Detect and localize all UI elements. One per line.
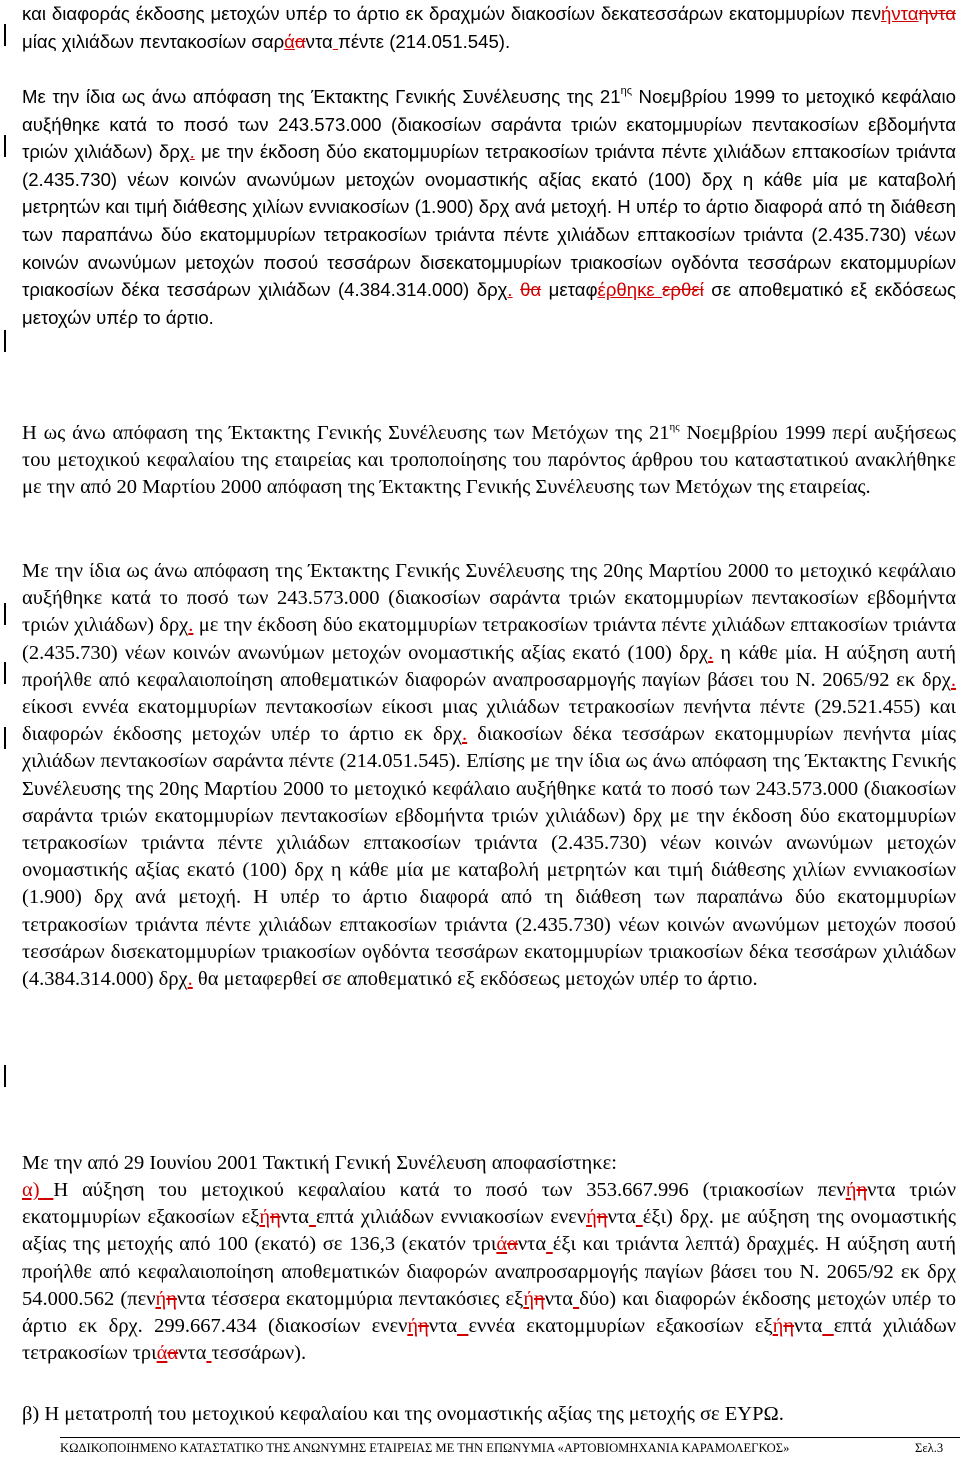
- change-bar: [4, 1065, 6, 1087]
- change-bar: [4, 135, 6, 157]
- footer-rule: [60, 1437, 960, 1438]
- paragraph-general-assembly-2001: Με την από 29 Ιουνίου 2001 Τακτική Γενική Συνέλευση αποφασίστηκε:: [22, 1152, 617, 1174]
- footer-title: ΚΩΔΙΚΟΠΟΙΗΜΕΝΟ ΚΑΤΑΣΤΑΤΙΚΟ ΤΗΣ ΑΝΩΝΥΜΗΣ ΕΤΑΙΡΕΙΑΣ ΜΕ ΤΗΝ ΕΠΩΝΥΜΙΑ «ΑΡΤΟΒΙΟΜΗΧΑΝΙΑ ΚΑΡΑΜΟΛΕΓΚΟΣ»: [60, 1441, 790, 1455]
- paragraph-capital-increase-2000: Με την ίδια ως άνω απόφαση της Έκτακτης Γενικής Συνέλευσης της 20ης Μαρτίου 2000 το μετοχικό κεφάλαιο αυξήθηκε κατά το ποσό των 243.573.000 (διακοσίων σαράντα τριών εκατομμυρίων πεντακοσίων εβδομήντα τριών χιλιάδων) δρχ. με την έκδοση δύο εκατομμυρίων τετρακοσίων τριάντα πέντε χιλιάδων επτακοσίων τριάντα (2.435.730) νέων κοινών ανωνύμων μετοχών ονομαστικής αξίας εκατό (100) δρχ. η κάθε μία. Η αύξηση αυτή προήλθε από κεφαλαιοποίηση αποθεματικών διαφορών αναπροσαρμογής παγίων βάσει του Ν. 2065/92 εκ δρχ. είκοσι εννέα εκατομμυρίων πεντακοσίων είκοσι μιας χιλιάδων τετρακοσίων πενήντα πέντε (29.521.455) και διαφορών έκδοσης μετοχών υπέρ το άρτιο εκ δρχ. διακοσίων δέκα τεσσάρων εκατομμυρίων πενήντα μίας χιλιάδων πεντακοσίων σαράντα πέντε (214.051.545). Επίσης με την ίδια ως άνω απόφαση της Έκτακτης Γενικής Συνέλευσης της 20ης Μαρτίου 2000 το μετοχικό κεφάλαιο αυξήθηκε κατά το ποσό των 243.573.000 (διακοσίων σαράντα τριών εκατομμυρίων πεντακοσίων εβδομήντα τριών χιλιάδων) δρχ με την έκδοση δύο εκατομμυρίων τετρακοσίων τριάντα πέντε χιλιάδων επτακοσίων τριάντα (2.435.730) νέων κοινών ανωνύμων μετοχών ονομαστικής αξίας εκατό (100) δρχ η κάθε μία με καταβολή μετρητών και τιμή διάθεσης χιλίων εννιακοσίων (1.900) δρχ ανά μετοχή. Η υπέρ το άρτιο διαφορά από τη διάθεση των παραπάνω δύο εκατομμυρίων τετρακοσίων τριάντα πέντε χιλιάδων επτακοσίων τριάντα (2.435.730) νέων κοινών ανωνύμων μετοχών ποσού τεσσάρων δισεκατομμυρίων τριακοσίων ογδόντα τεσσάρων εκατομμυρίων τριακοσίων δέκα τεσσάρων χιλιάδων (4.384.314.000) δρχ. θα μεταφερθεί σε αποθεματικό εξ εκδόσεως μετοχών υπέρ το άρτιο.: [22, 560, 957, 991]
- item-b-euro-conversion: β) Η μετατροπή του μετοχικού κεφαλαίου και της ονομαστικής αξίας της μετοχής σε ΕΥΡΩ.: [22, 1403, 784, 1425]
- page-number: Σελ.3: [915, 1441, 944, 1455]
- paragraph-capital-increase-1999: Με την ίδια ως άνω απόφαση της Έκτακτης Γενικής Συνέλευσης της $21^{\eta\varsigma}$ Νοεμβρίου 1999 το μετοχικό κεφάλαιο αυξήθηκε κατά το ποσό των 243.573.000 (διακοσίων σαράντα τριών εκατομμυρίων πεντακοσίων εβδομήντα τριών χιλιάδων) δρχ. με την έκδοση δύο εκατομμυρίων τετρακοσίων τριάντα πέντε χιλιάδων επτακοσίων τριάντα (2.435.730) νέων κοινών ανωνύμων μετοχών ονομαστικής αξίας εκατό (100) δρχ η κάθε μία με καταβολή μετρητών και τιμή διάθεσης χιλίων εννιακοσίων (1.900) δρχ ανά μετοχή. Η υπέρ το άρτιο διαφορά από τη διάθεση των παραπάνω δύο εκατομμυρίων τετρακοσίων τριάντα πέντε χιλιάδων επτακοσίων τριάντα (2.435.730) νέων κοινών ανωνύμων μετοχών ποσού τεσσάρων δισεκατομμυρίων τριακοσίων ογδόντα τεσσάρων εκατομμυρίων τριακοσίων δέκα τεσσάρων χιλιάδων (4.384.314.000) δρχ. θα μεταφέρθηκε ερθεί σε αποθεματικό εξ εκδόσεως μετοχών υπέρ το άρτιο.: [22, 85, 957, 328]
- change-bar: [4, 24, 6, 46]
- change-bar: [4, 603, 6, 625]
- change-bar: [4, 330, 6, 352]
- paragraph-continuation: και διαφοράς έκδοσης μετοχών υπέρ το άρτιο εκ δραχμών διακοσίων δεκατεσσάρων εκατομμυρίων πενήνταηντα μίας χιλιάδων πεντακοσίων σαράαντα πέντε (214.051.545).: [22, 3, 956, 52]
- item-a-capital-increase: α) Η αύξηση του μετοχικού κεφαλαίου κατά το ποσό των 353.667.996 (τριακοσίων πενήηντα τριών εκατομμυρίων εξακοσίων εξήηντα επτά χιλιάδων εννιακοσίων ενενήηντα έξι) δρχ. με αύξηση της ονομαστικής αξίας της μετοχής από 100 (εκατό) σε 136,3 (εκατόν τριάαντα έξι και τριάντα λεπτά) δραχμές. Η αύξηση αυτή προήλθε από κεφαλαιοποίηση αποθεματικών διαφορών αναπροσαρμογής παγίων βάσει του Ν. 2065/92 εκ δρχ 54.000.562 (πενήηντα τέσσερα εκατομμύρια πεντακόσιες εξήηντα δύο) και διαφορών έκδοσης μετοχών υπέρ το άρτιο εκ δρχ. 299.667.434 (διακοσίων ενενήηντα εννέα εκατομμυρίων εξακοσίων εξήηντα επτά χιλιάδων τετρακοσίων τριάαντα τεσσάρων).: [22, 1179, 957, 1365]
- paragraph-revocation: Η ως άνω απόφαση της Έκτακτης Γενικής Συνέλευσης των Μετόχων της $21^{\eta\varsigma}$ Νοεμβρίου 1999 περί αυξήσεως του μετοχικού κεφαλαίου της εταιρείας και τροποποίησης του παρόντος άρθρου του καταστατικού ανακλήθηκε με την από 20 Μαρτίου 2000 απόφαση της Έκτακτης Γενικής Συνέλευσης των Μετόχων της εταιρείας.: [22, 421, 957, 499]
- change-bar: [4, 727, 6, 749]
- change-bar: [4, 662, 6, 684]
